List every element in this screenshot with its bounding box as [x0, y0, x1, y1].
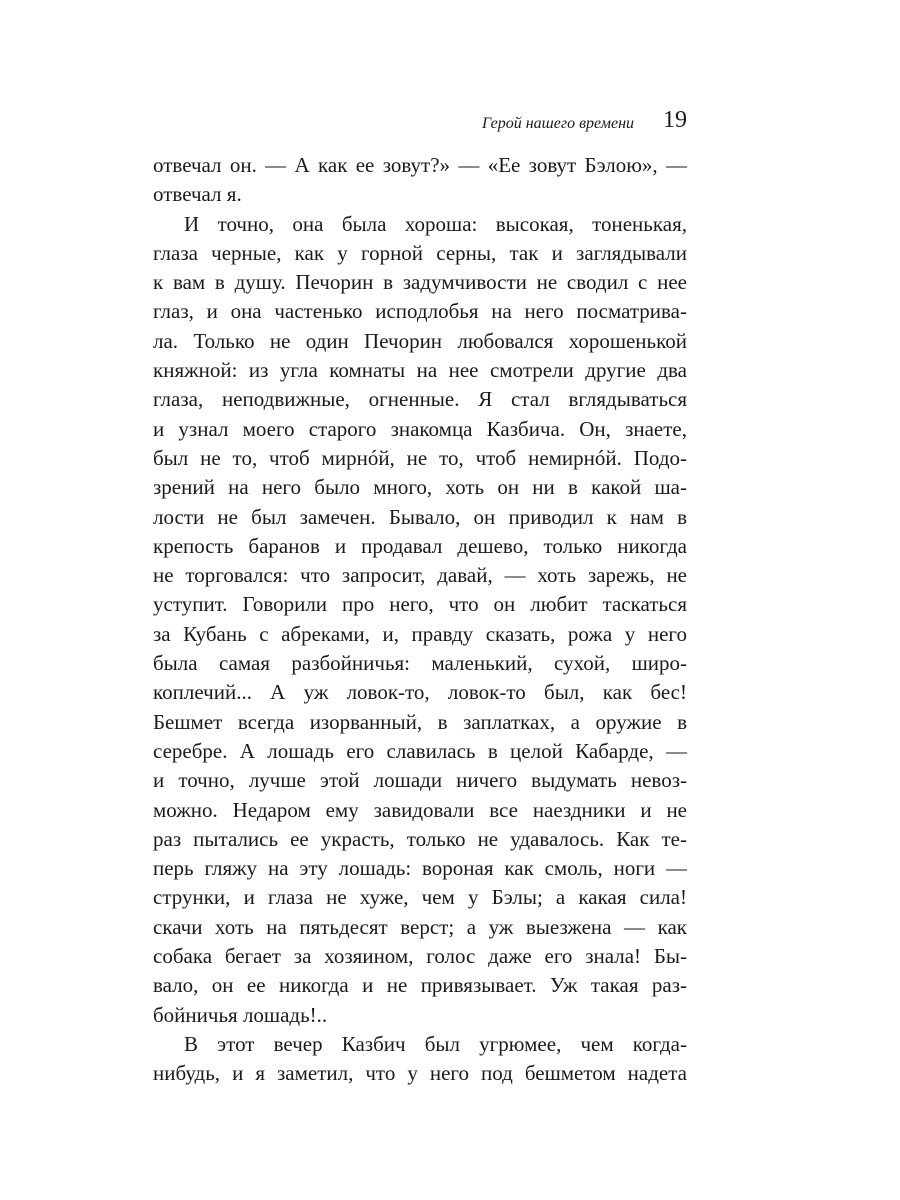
text-line: скачи хоть на пятьдесят верст; а уж выезжена — как	[153, 914, 687, 939]
text-line: перь гляжу на эту лошадь: вороная как смоль, ноги —	[153, 856, 687, 881]
page-number: 19	[663, 107, 687, 133]
text-line: собака бегает за хозяином, голос даже его знала! Бы-	[153, 944, 687, 969]
running-header	[153, 104, 687, 138]
text-line: зрений на него было много, хоть он ни в какой ша-	[153, 475, 687, 500]
text-line: глаза, неподвижные, огненные. Я стал вглядываться	[153, 387, 687, 412]
text-line: и узнал моего старого знакомца Казбича. Он, знаете,	[153, 416, 687, 441]
text-line: и точно, лучше этой лошади ничего выдумать невоз-	[153, 768, 687, 793]
text-line: Бешмет всегда изорванный, в заплатках, а оружие в	[153, 709, 687, 734]
text-line: В этот вечер Казбич был угрюмее, чем когда-	[184, 1031, 687, 1056]
text-line: крепость баранов и продавал дешево, только никогда	[153, 533, 687, 558]
text-line: бойничья лошадь!..	[153, 1002, 328, 1027]
text-line: струнки, и глаза не хуже, чем у Бэлы; а какая сила!	[153, 885, 687, 910]
text-line: серебре. А лошадь его славилась в целой Кабарде, —	[153, 738, 687, 763]
text-line: нибудь, и я заметил, что у него под бешметом надета	[153, 1061, 687, 1086]
text-line: вало, он ее никогда и не привязывает. Уж такая раз-	[153, 973, 687, 998]
text-line: за Кубань с абреками, и, правду сказать, рожа у него	[153, 621, 687, 646]
text-line: княжной: из угла комнаты на нее смотрели другие два	[153, 358, 687, 383]
text-line: была самая разбойничья: маленький, сухой, широ-	[153, 651, 687, 676]
text-line: уступит. Говорили про него, что он любит таскаться	[153, 592, 687, 617]
text-line: И точно, она была хороша: высокая, тоненькая,	[184, 211, 687, 236]
text-line: коплечий... А уж ловок-то, ловок-то был, как бес!	[153, 680, 687, 705]
text-line: не торговался: что запросит, давай, — хоть зарежь, не	[153, 563, 687, 588]
text-line: был не то, чтоб мирнóй, не то, чтоб немирнóй. Подо-	[153, 445, 687, 470]
body-text	[153, 151, 687, 1089]
text-line: лости не был замечен. Бывало, он приводил к нам в	[153, 504, 687, 529]
text-line: раз пытались ее украсть, только не удавалось. Как те-	[153, 826, 687, 851]
running-title: Герой нашего времени	[482, 115, 634, 132]
text-line: можно. Недаром ему завидовали все наездники и не	[153, 797, 687, 822]
text-line: глаз, и она частенько исподлобья на него посматрива-	[153, 299, 687, 324]
text-line: отвечал он. — А как ее зовут?» — «Ее зовут Бэлою», —	[153, 153, 687, 177]
text-line: ла. Только не один Печорин любовался хорошенькой	[153, 328, 687, 353]
text-line: отвечал я.	[153, 182, 242, 207]
text-line: глаза черные, как у горной серны, так и заглядывали	[153, 240, 687, 265]
text-line: к вам в душу. Печорин в задумчивости не сводил с нее	[153, 270, 687, 295]
